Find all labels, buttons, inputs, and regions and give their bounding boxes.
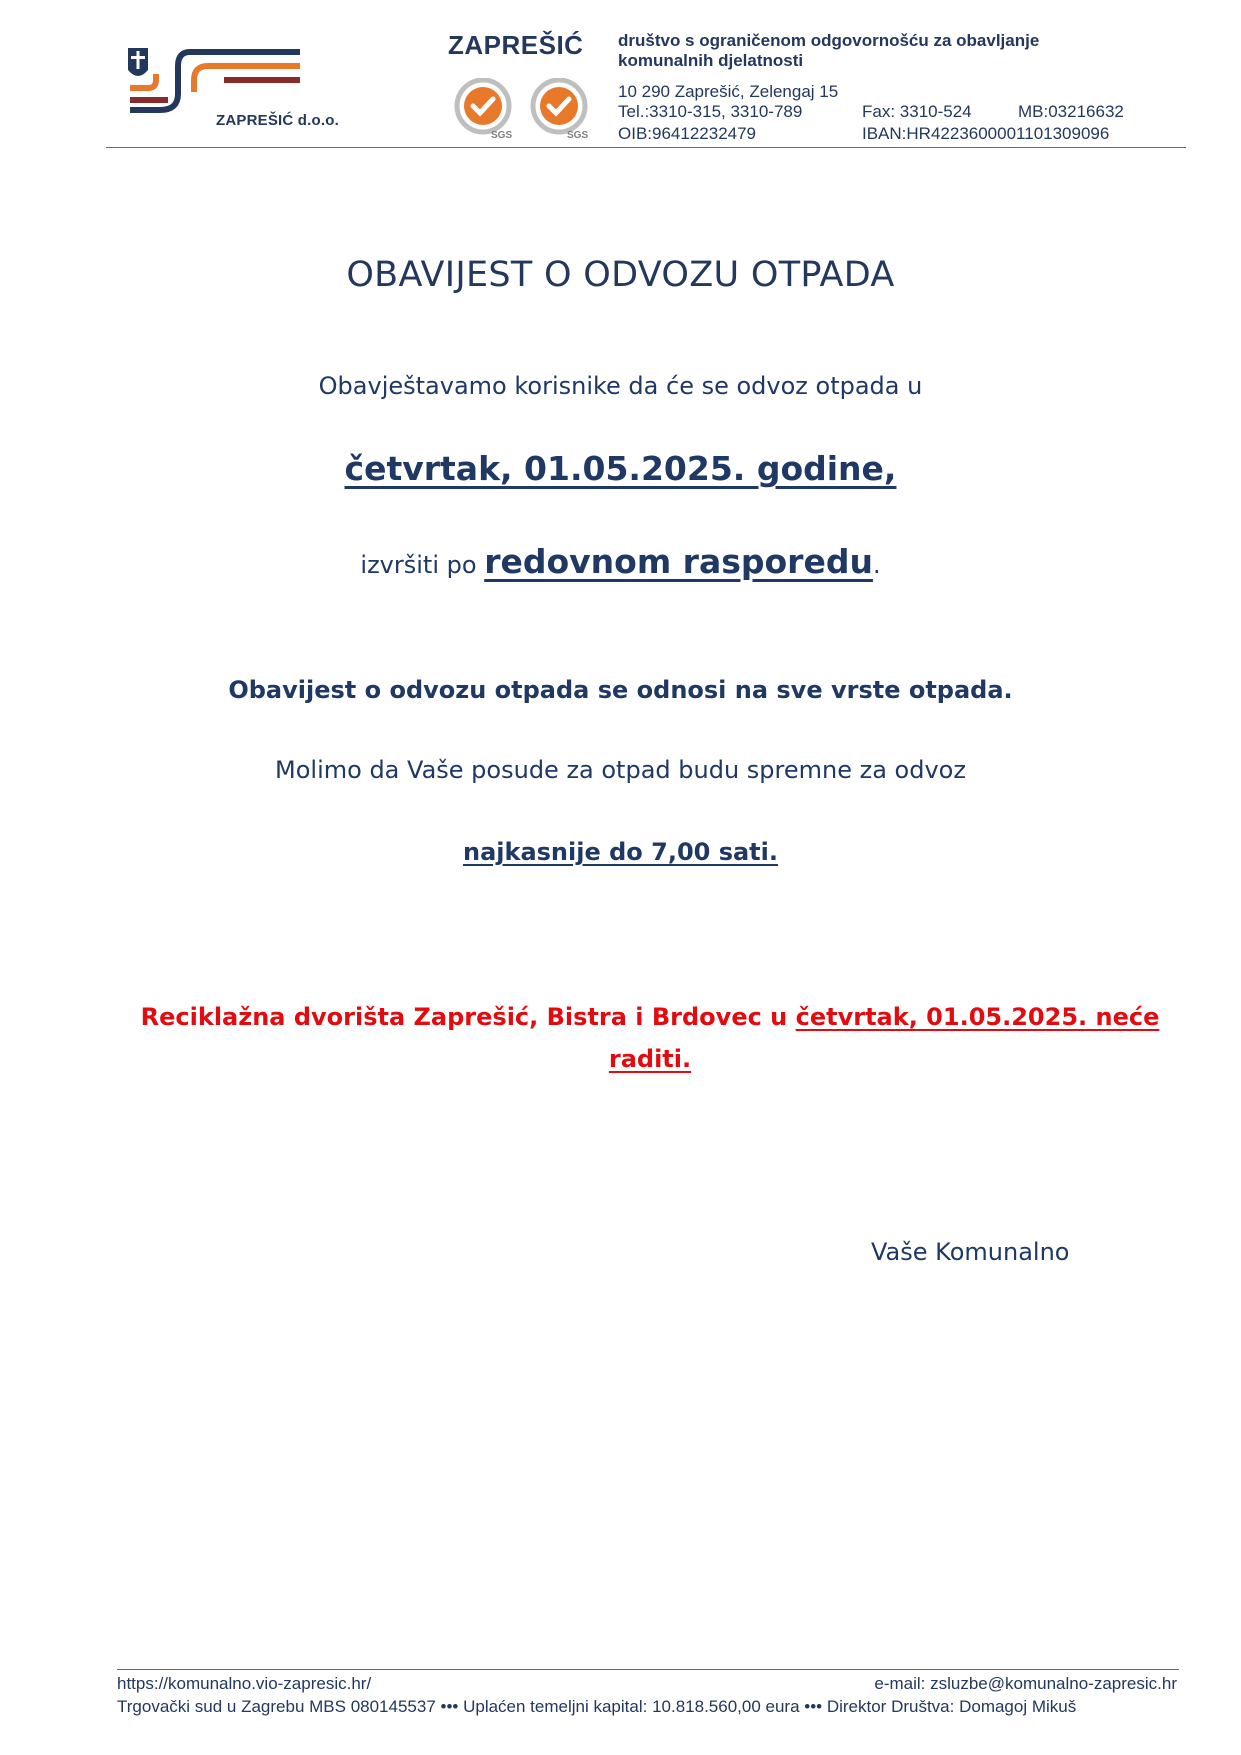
email-link[interactable]: e-mail: zsluzbe@komunalno-zapresic.hr (874, 1674, 1177, 1693)
legal-info: Trgovački sud u Zagrebu MBS 080145537 ••• Uplaćen temeljni kapital: 10.818.560,00 eura ••• Direktor Društva: Domagoj Mikuš (117, 1697, 1077, 1716)
company-fax: Fax: 3310-524 (862, 102, 972, 121)
scope-note: Obavijest o odvozu otpada se odnosi na sve vrste otpada. (228, 676, 1013, 704)
brand-name: ZAPREŠIĆ (448, 30, 584, 60)
bin-request: Molimo da Vaše posude za otpad budu spremne za odvoz (275, 756, 966, 784)
company-oib: OIB:96412232479 (618, 124, 757, 143)
iso-certification-badge (527, 78, 591, 142)
page-title: OBAVIJEST O ODVOZU OTPADA (346, 255, 895, 295)
collection-date (0, 449, 1241, 488)
footer-divider (117, 1669, 1179, 1670)
iso-certification-badge (451, 78, 515, 142)
deadline: najkasnije do 7,00 sati. (462, 838, 778, 866)
recycling-closure-notice (110, 996, 1190, 1080)
logo-caption: ZAPREŠIĆ d.o.o. (216, 112, 339, 129)
company-mb: MB:03216632 (1018, 102, 1124, 121)
notice-intro: Obavještavamo korisnike da će se odvoz otpada u (318, 372, 923, 400)
badge-label: SGS (567, 130, 589, 141)
company-address: 10 290 Zaprešić, Zelengaj 15 (618, 82, 839, 101)
check-badge-icon (527, 78, 591, 142)
recycling-prefix: Reciklažna dvorišta Zaprešić, Bistra i Brdovec u (140, 1003, 796, 1031)
badge-label: SGS (491, 130, 513, 141)
schedule-line (0, 542, 1241, 581)
schedule-suffix: . (872, 551, 881, 579)
collection-date-text: četvrtak, 01.05.2025. godine, (344, 449, 897, 488)
company-description: društvo s ograničenom odgovornošću za obavljanje komunalnih djelatnosti (618, 31, 1040, 70)
recycling-emphasis: četvrtak, 01.05.2025. neće raditi. (608, 1003, 1160, 1073)
schedule-emphasis: redovnom rasporedu (484, 542, 873, 581)
signature: Vaše Komunalno (871, 1238, 1070, 1266)
header-divider (106, 147, 1186, 148)
company-phone: Tel.:3310-315, 3310-789 (618, 102, 803, 121)
company-iban: IBAN:HR4223600001101309096 (862, 124, 1110, 143)
check-badge-icon (451, 78, 515, 142)
website-link[interactable]: https://komunalno.vio-zapresic.hr/ (117, 1674, 372, 1693)
schedule-prefix: izvršiti po (360, 551, 477, 579)
